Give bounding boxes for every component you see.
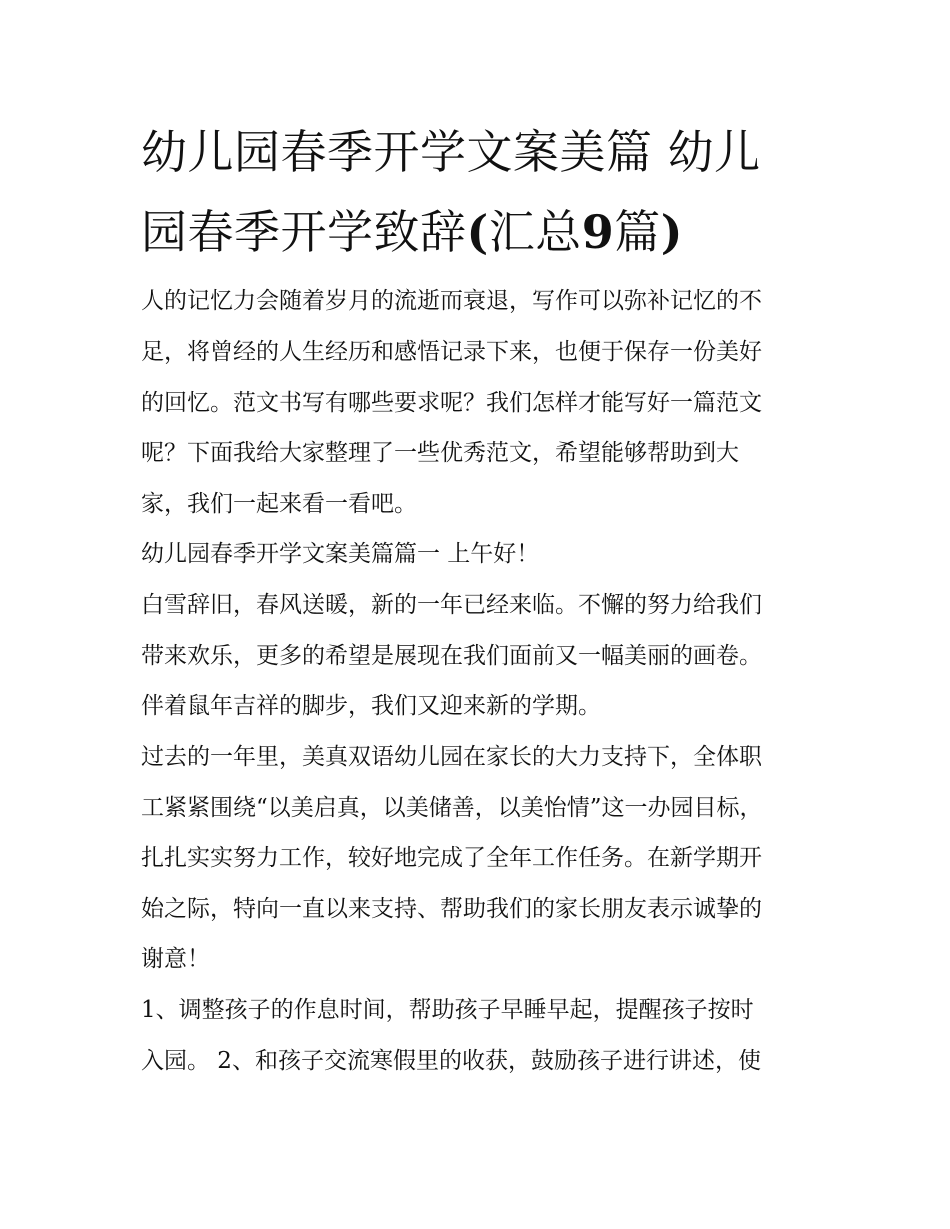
title-part-4: 篇 — [614, 205, 661, 259]
body-line: 伴着鼠年吉祥的脚步，我们又迎来新的学期。 — [141, 693, 601, 719]
title-paren-close: ) — [660, 205, 684, 259]
body-line: 谢意！ — [141, 946, 210, 972]
body-line: 的回忆。范文书写有哪些要求呢？我们怎样才能写好一篇范文 — [141, 390, 762, 416]
body-line: 工紧紧围绕“以美启真，以美储善，以美怡情”这一办园目标， — [141, 795, 763, 821]
title-part-2: 园春季开学致辞 — [141, 205, 467, 259]
body-line: 白雪辞旧，春风送暖，新的一年已经来临。不懈的努力给我们 — [141, 592, 762, 618]
title-part-3: 汇总 — [488, 205, 582, 259]
title-number: 9 — [581, 205, 615, 259]
body-line: 过去的一年里，美真双语幼儿园在家长的大力支持下，全体职 — [141, 744, 762, 770]
body-line: 足，将曾经的人生经历和感悟记录下来，也便于保存一份美好 — [141, 339, 762, 365]
document-title — [141, 112, 821, 272]
title-part-1: 幼儿园春季开学文案美篇 幼儿 — [141, 125, 761, 179]
title-paren-open: ( — [466, 205, 489, 259]
body-line: 家，我们一起来看一看吧。 — [141, 491, 417, 517]
section-heading: 幼儿园春季开学文案美篇篇一 上午好！ — [141, 541, 540, 567]
body-line: 入园。 2、和孩子交流寒假里的收获，鼓励孩子进行讲述，使 — [141, 1048, 761, 1074]
body-line: 带来欢乐，更多的希望是展现在我们面前又一幅美丽的画卷。 — [141, 643, 762, 669]
body-line: 呢？下面我给大家整理了一些优秀范文，希望能够帮助到大 — [141, 440, 739, 466]
body-line: 1、调整孩子的作息时间，帮助孩子早睡早起，提醒孩子按时 — [141, 997, 754, 1023]
body-line: 始之际，特向一直以来支持、帮助我们的家长朋友表示诚挚的 — [141, 896, 762, 922]
body-line: 人的记忆力会随着岁月的流逝而衰退，写作可以弥补记忆的不 — [141, 288, 762, 314]
body-line: 扎扎实实努力工作，较好地完成了全年工作任务。在新学期开 — [141, 845, 762, 871]
